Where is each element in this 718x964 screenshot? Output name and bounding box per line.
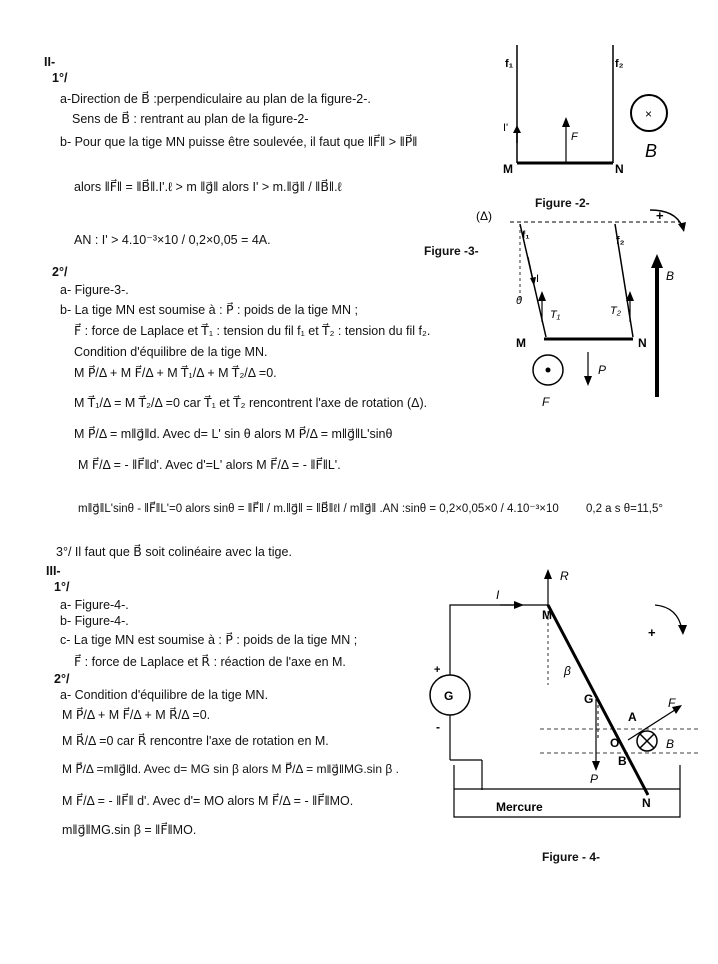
part3-q2a3: M P⃗/Δ =m‖g⃗‖d. Avec d= MG sin β alors M P⃗/Δ = m‖g⃗‖MG.sin β . (62, 762, 399, 776)
figure-3-title: Figure -3- (424, 244, 479, 258)
part2-q2b8: m‖g⃗‖L'sinθ - ‖F⃗‖L'=0 alors sinθ = ‖F⃗‖ / m.‖g⃗‖ = ‖B⃗‖ℓI / m‖g⃗‖ .AN :sinθ = 0,2×0,05×0 / 4.10⁻³×10 (78, 503, 559, 515)
figure-2 (495, 35, 715, 215)
part3-a: a- Figure-4-. (60, 598, 129, 612)
part2-b2: alors ‖F⃗‖ = ‖B⃗‖.I'.ℓ > m ‖g⃗‖ alors I' > m.‖g⃗‖ / ‖B⃗‖.ℓ (74, 180, 342, 194)
part3-q2a5: m‖g⃗‖MG.sin β = ‖F⃗‖MO. (62, 823, 197, 837)
part2-q2b2: F⃗ : force de Laplace et T⃗₁ : tension du fil f₁ et T⃗₂ : tension du fil f₂. (74, 324, 431, 338)
fig4-N-label: N (642, 796, 651, 810)
fig4-O-label: O (610, 736, 620, 750)
fig2-M-label: M (503, 162, 513, 176)
part2-q3: 3°/ Il faut que B⃗ soit colinéaire avec la tige. (56, 545, 292, 559)
fig4-negative-label: - (436, 720, 440, 734)
part2-heading: II- (44, 55, 56, 69)
fig3-T2-label: T₂ (610, 305, 621, 317)
fig2-N-label: N (615, 162, 624, 176)
fig4-positive-label: + (434, 664, 441, 676)
fig3-f1-label: f₁ (522, 230, 530, 241)
part3-q2a: a- Condition d'équilibre de la tige MN. (60, 688, 269, 702)
fig2-B-label: B (645, 141, 658, 161)
part3-heading: III- (46, 564, 61, 578)
fig3-B-label: B (666, 269, 675, 283)
figure-4-title: Figure - 4- (542, 850, 601, 864)
fig4-M-label: M (542, 608, 552, 622)
fig4-beta-label: β (564, 664, 571, 678)
fig2-current-label: I' (503, 122, 509, 134)
part2-q1: 1°/ (52, 71, 68, 85)
fig4-mercure-label: Mercure (496, 800, 543, 814)
fig4-A-label: A (628, 710, 637, 724)
part2-q2: 2°/ (52, 265, 68, 279)
part2-q2b1: b- La tige MN est soumise à : P⃗ : poids de la tige MN ; (60, 303, 358, 317)
figure-2-title: Figure -2- (535, 196, 590, 210)
fig3-delta-label: (Δ) (476, 209, 493, 223)
fig3-T1-label: T₁ (550, 309, 561, 321)
fig3-P-label: P (598, 363, 607, 377)
fig4-B-label: B (618, 754, 627, 768)
part2-an1: AN : I' > 4.10⁻³×10 / 0,2×0,05 = 4A. (74, 233, 271, 247)
part3-b: b- Figure-4-. (60, 614, 129, 628)
part2-q2b5: M T⃗₁/Δ = M T⃗₂/Δ =0 car T⃗₁ et T⃗₂ rencontrent l'axe de rotation (Δ). (74, 396, 428, 410)
fig4-Bvec-label: B (666, 737, 675, 751)
figure-4 (410, 565, 710, 850)
part3-q2a1: M P⃗/Δ + M F⃗/Δ + M R⃗/Δ =0. (62, 708, 211, 722)
part2-q2b3: Condition d'équilibre de la tige MN. (74, 345, 268, 359)
fig2-force-label: F (571, 131, 578, 143)
fig2-f2-label: f₂ (615, 58, 624, 70)
part2-q2b6: M P⃗/Δ = m‖g⃗‖d. Avec d= L' sin θ alors M P⃗/Δ = m‖g⃗‖L'sinθ (74, 427, 393, 441)
fig4-P-label: P (590, 772, 599, 786)
part3-q1: 1°/ (54, 580, 70, 594)
fig3-F-label: F (542, 395, 550, 409)
fig4-G-label: G (584, 692, 594, 706)
fig4-I-label: I (496, 588, 500, 602)
fig4-plus-label: + (648, 625, 656, 640)
part2-q2b4: M P⃗/Δ + M F⃗/Δ + M T⃗₁/Δ + M T⃗₂/Δ =0. (74, 366, 277, 380)
fig4-R-label: R (560, 569, 569, 583)
fig2-f1-label: f₁ (505, 58, 514, 70)
part3-c2: F⃗ : force de Laplace et R⃗ : réaction de l'axe en M. (74, 655, 346, 669)
part3-q2a2: M R⃗/Δ =0 car R⃗ rencontre l'axe de rotation en M. (62, 734, 329, 748)
part3-c1: c- La tige MN est soumise à : P⃗ : poids de la tige MN ; (60, 633, 358, 647)
fig3-theta-label: θ (516, 295, 522, 307)
part2-q2b9: 0,2 a s θ=11,5° (586, 503, 663, 515)
part2-a1: a-Direction de B⃗ :perpendiculaire au plan de la figure-2-. (60, 92, 371, 106)
fig3-N-label: N (638, 336, 647, 350)
fig3-plus-label: + (656, 208, 664, 223)
fig2-cross-icon: × (645, 107, 653, 121)
fig4-F-label: F (668, 696, 676, 710)
part3-q2: 2°/ (54, 672, 70, 686)
part3-q2a4: M F⃗/Δ = - ‖F⃗‖ d'. Avec d'= MO alors M F⃗/Δ = - ‖F⃗‖MO. (62, 794, 354, 808)
part2-q2b7: M F⃗/Δ = - ‖F⃗‖d'. Avec d'=L' alors M F⃗/Δ = - ‖F⃗‖L'. (78, 458, 341, 472)
part2-q2a: a- Figure-3-. (60, 283, 129, 297)
fig4-generator-label: G (444, 689, 454, 703)
part2-b1: b- Pour que la tige MN puisse être soulevée, il faut que ‖F⃗‖ > ‖P⃗‖ (60, 135, 418, 149)
figure-3 (470, 202, 715, 412)
fig3-M-label: M (516, 336, 526, 350)
fig3-f2-label: f₂ (616, 235, 625, 247)
fig3-I-label: I (536, 273, 540, 285)
part2-a2: Sens de B⃗ : rentrant au plan de la figure-2- (72, 112, 309, 126)
